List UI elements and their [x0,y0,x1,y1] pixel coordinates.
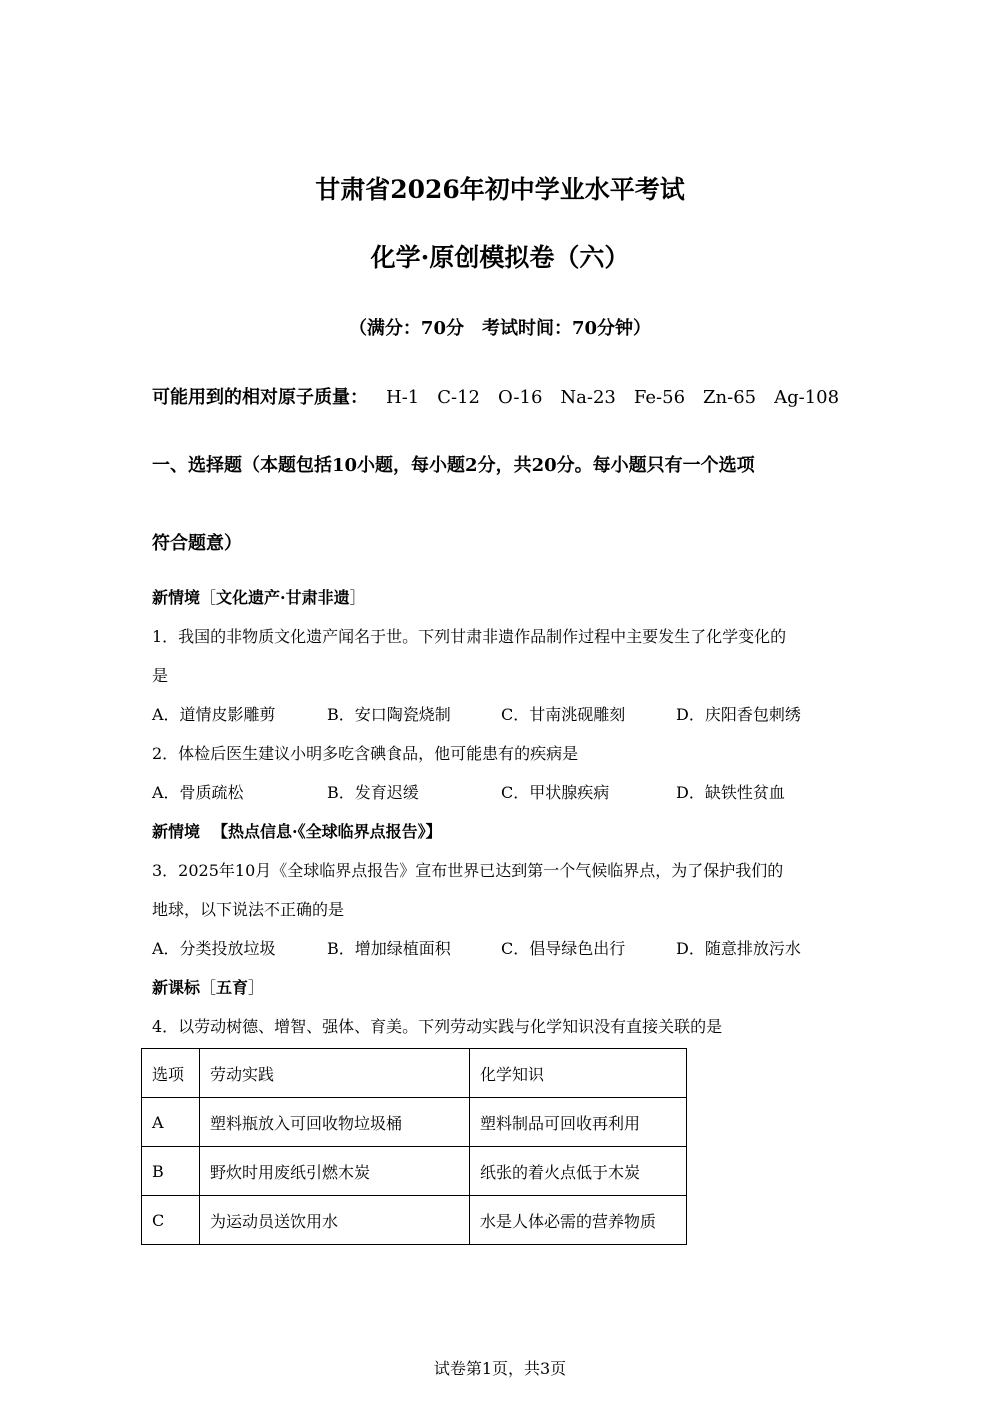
table-row [142,1098,687,1147]
atomic-mass-label: 可能用到的相对原子质量： [152,387,368,408]
question-3-stem-continued: 地球，以下说法不正确的是 [152,900,345,919]
question-2-option-c: C．甲状腺疾病 [501,783,610,802]
context-tag [152,819,442,842]
table-cell: C [142,1196,200,1245]
atomic-mass-item: C-12 [437,387,480,408]
table-cell: B [142,1147,200,1196]
section-heading: 一、选择题（本题包括10小题，每小题2分，共20分。每小题只有一个选项 [152,455,755,476]
tag-bracket: ］ [248,978,265,997]
question-1-stem-continued: 是 [152,666,169,685]
tag-key: 新课标 [152,978,201,997]
exam-subtitle: 化学·原创模拟卷（六） [370,243,630,272]
atomic-mass-item: Na-23 [560,387,616,408]
tag-bracket: ［ [200,588,217,607]
table-cell: 水是人体必需的营养物质 [470,1196,687,1245]
question-1-option-d: D．庆阳香包刺绣 [676,705,801,724]
question-3-option-d: D．随意排放污水 [676,939,801,958]
context-tag [152,585,366,608]
question-2-option-a: A．骨质疏松 [152,783,244,802]
question-4-stem: 4．以劳动树德、增智、强体、育美。下列劳动实践与化学知识没有直接关联的是 [152,1017,723,1036]
question-2-option-d: D．缺铁性贫血 [676,783,785,802]
tag-value: 文化遗产·甘肃非遗 [216,588,350,607]
question-1-option-b: B．安口陶瓷烧制 [327,705,451,724]
table-header-row [142,1049,687,1098]
table-row [142,1196,687,1245]
table-cell: 纸张的着火点低于木炭 [470,1147,687,1196]
question-4-table [141,1048,687,1245]
score-time-line: （满分：70分 考试时间：70分钟） [348,318,652,339]
tag-bracket: ［ [200,978,217,997]
exam-title: 甘肃省2026年初中学业水平考试 [315,175,685,204]
question-1-option-a: A．道情皮影雕剪 [152,705,276,724]
question-1-option-c: C．甘南洮砚雕刻 [501,705,626,724]
question-2-option-b: B．发育迟缓 [327,783,419,802]
question-3-stem: 3．2025年10月《全球临界点报告》宣布世界已达到第一个气候临界点，为了保护我们的 [152,861,784,880]
table-cell: 塑料制品可回收再利用 [470,1098,687,1147]
table-cell: 野炊时用废纸引燃木炭 [200,1147,470,1196]
tag-key: 新情境 [152,822,201,841]
table-header-cell: 选项 [142,1049,200,1098]
page-footer: 试卷第1页，共3页 [433,1359,567,1378]
tag-bracket: ］ [349,588,366,607]
question-3-option-a: A．分类投放垃圾 [152,939,276,958]
table-header-cell: 化学知识 [470,1049,687,1098]
question-1-stem: 1．我国的非物质文化遗产闻名于世。下列甘肃非遗作品制作过程中主要发生了化学变化的 [152,627,787,646]
tag-key: 新情境 [152,588,201,607]
atomic-mass-item: Zn-65 [703,387,757,408]
question-3-option-b: B．增加绿植面积 [327,939,451,958]
table-row [142,1147,687,1196]
atomic-mass-item: H-1 [386,387,420,408]
table-header-cell: 劳动实践 [200,1049,470,1098]
atomic-mass-item: Fe-56 [633,387,686,408]
context-tag [152,975,264,998]
question-2-stem: 2．体检后医生建议小明多吃含碘食品，他可能患有的疾病是 [152,744,579,763]
tag-value: 五育 [216,978,249,997]
atomic-mass-line [152,383,839,409]
table-cell: 塑料瓶放入可回收物垃圾桶 [200,1098,470,1147]
atomic-mass-item: Ag-108 [774,387,840,408]
section-heading-continued: 符合题意） [152,533,242,554]
table-cell: 为运动员送饮用水 [200,1196,470,1245]
atomic-mass-item: O-16 [498,387,543,408]
tag-value: 【热点信息·《全球临界点报告》】 [212,822,442,841]
table-cell: A [142,1098,200,1147]
question-3-option-c: C．倡导绿色出行 [501,939,626,958]
